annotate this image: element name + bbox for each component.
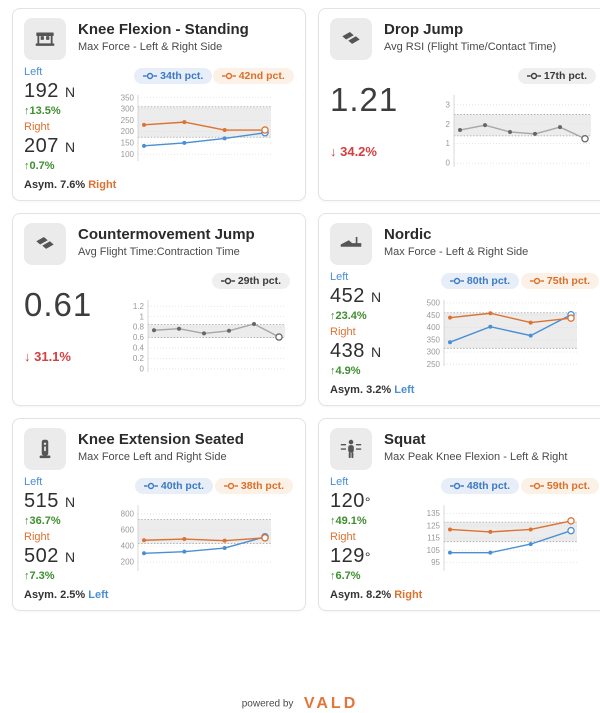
marker-line-icon [450, 277, 464, 285]
svg-text:350: 350 [120, 93, 134, 103]
marker-line-icon [527, 72, 541, 80]
left-percentile-badge: 34th pct. [134, 68, 212, 84]
percentile-badges [134, 476, 294, 496]
trend-chart [428, 90, 600, 172]
force-frame-icon [24, 18, 66, 60]
card-knee-extension-seated [12, 418, 306, 611]
card-title: Squat [384, 431, 426, 448]
metric-change: ↓ 31.1% [24, 349, 71, 364]
chart-area [112, 66, 294, 166]
card-title: Knee Extension Seated [78, 431, 244, 448]
svg-text:0: 0 [139, 364, 144, 374]
card-subtitle: Max Peak Knee Flexion - Left & Right [384, 451, 568, 463]
right-label: Right [24, 121, 50, 133]
left-unit: N [64, 84, 76, 100]
card-titles [384, 18, 556, 53]
vald-logo: VALD [303, 695, 359, 712]
svg-text:1: 1 [445, 139, 450, 149]
nordbord-icon [330, 223, 372, 265]
chart-area [428, 66, 600, 172]
card-titles [78, 223, 255, 258]
powered-by-text: powered by [241, 698, 294, 710]
percentile-badges [440, 271, 600, 291]
marker-line-icon [144, 482, 158, 490]
svg-text:500: 500 [426, 298, 440, 308]
metric-value: 1.21 [330, 81, 399, 118]
svg-text:800: 800 [120, 509, 134, 519]
svg-text:1: 1 [139, 312, 144, 322]
percentile-badge: 29th pct. [212, 273, 290, 289]
svg-text:400: 400 [120, 541, 134, 551]
left-label: Left [330, 476, 349, 488]
right-value: 438 N [330, 340, 382, 362]
svg-text:0.6: 0.6 [132, 333, 144, 343]
left-change: ↑23.4% [330, 310, 367, 322]
right-value: 207 N [24, 135, 76, 157]
humantrak-icon [330, 428, 372, 470]
svg-text:0.4: 0.4 [132, 343, 144, 353]
right-change: ↑6.7% [330, 570, 361, 582]
svg-text:200: 200 [120, 557, 134, 567]
svg-text:125: 125 [426, 521, 440, 531]
marker-line-icon [530, 277, 544, 285]
card-subtitle: Max Force Left and Right Side [78, 451, 227, 463]
metric-value: 0.61 [24, 286, 93, 323]
force-decks-icon [330, 18, 372, 60]
svg-text:0: 0 [445, 158, 450, 168]
card-titles [78, 18, 249, 53]
chart-area [122, 271, 294, 377]
trend-chart [112, 500, 280, 576]
asymmetry-side: Left [88, 589, 109, 601]
svg-text:450: 450 [426, 310, 440, 320]
right-change: ↑4.9% [330, 365, 361, 377]
right-label: Right [330, 326, 356, 338]
card-header [24, 18, 294, 60]
force-decks-icon [24, 223, 66, 265]
percentile-badges [440, 476, 600, 496]
left-percentile-badge: 80th pct. [441, 273, 519, 289]
card-drop-jump [318, 8, 600, 201]
svg-text:200: 200 [120, 127, 134, 137]
card-subtitle: Avg RSI (Flight Time/Contact Time) [384, 41, 557, 53]
metric-change: ↓ 34.2% [330, 144, 377, 159]
right-change: ↑7.3% [24, 570, 55, 582]
marker-line-icon [224, 482, 238, 490]
card-squat [318, 418, 600, 611]
chart-area [112, 476, 294, 576]
svg-text:135: 135 [426, 509, 440, 519]
card-nordic [318, 213, 600, 406]
svg-text:95: 95 [431, 558, 440, 568]
right-value: 129° [330, 545, 371, 567]
dynamometer-icon [24, 428, 66, 470]
stats-column [330, 271, 418, 396]
asymmetry-text: Asym. 2.5% Left [24, 589, 109, 601]
trend-chart [418, 500, 586, 576]
percentile-badge: 17th pct. [518, 68, 596, 84]
asymmetry-text: Asym. 8.2% Right [330, 589, 423, 601]
svg-text:2: 2 [445, 119, 450, 129]
right-unit: N [64, 139, 76, 155]
left-percentile-badge: 48th pct. [441, 478, 519, 494]
stats-column [330, 476, 423, 601]
left-label: Left [24, 66, 43, 78]
card-subtitle: Max Force - Left & Right Side [78, 41, 223, 53]
trend-chart [112, 90, 280, 166]
right-percentile-badge: 75th pct. [521, 273, 599, 289]
asymmetry-text: Asym. 3.2% Left [330, 384, 415, 396]
right-label: Right [24, 531, 50, 543]
stats-column [24, 476, 112, 601]
svg-text:105: 105 [426, 545, 440, 555]
left-percentile-badge: 40th pct. [135, 478, 213, 494]
card-titles [384, 223, 528, 258]
right-percentile-badge: 38th pct. [215, 478, 293, 494]
card-titles [384, 428, 567, 463]
right-change: ↑0.7% [24, 160, 55, 172]
svg-text:1.2: 1.2 [132, 301, 144, 311]
svg-text:250: 250 [426, 359, 440, 369]
percentile-badges [134, 66, 294, 86]
left-value: 452 N [330, 285, 382, 307]
left-label: Left [330, 271, 349, 283]
left-value: 120° [330, 490, 371, 512]
svg-text:350: 350 [426, 335, 440, 345]
svg-text:250: 250 [120, 115, 134, 125]
svg-text:300: 300 [426, 347, 440, 357]
asymmetry-text: Asym. 7.6% Right [24, 179, 117, 191]
left-change: ↑49.1% [330, 515, 367, 527]
card-title: Drop Jump [384, 21, 464, 38]
right-label: Right [330, 531, 356, 543]
stats-column [330, 66, 428, 159]
card-knee-flexion-standing [12, 8, 306, 201]
footer [0, 695, 600, 713]
svg-text:0.2: 0.2 [132, 354, 144, 364]
left-value: 515 N [24, 490, 76, 512]
dashboard-grid [12, 8, 591, 611]
right-percentile-badge: 59th pct. [521, 478, 599, 494]
marker-line-icon [221, 277, 235, 285]
chart-area [418, 476, 600, 576]
svg-text:100: 100 [120, 149, 134, 159]
percentile-badges [450, 66, 596, 86]
trend-chart [418, 295, 586, 371]
asymmetry-side: Left [394, 384, 415, 396]
card-title: Nordic [384, 226, 432, 243]
card-titles [78, 428, 244, 463]
card-title: Countermovement Jump [78, 226, 255, 243]
card-subtitle: Max Force - Left & Right Side [384, 246, 529, 258]
card-subtitle: Avg Flight Time:Contraction Time [78, 246, 240, 258]
asymmetry-side: Right [88, 179, 117, 191]
svg-text:0.8: 0.8 [132, 322, 144, 332]
marker-line-icon [530, 482, 544, 490]
stats-column [24, 66, 117, 191]
right-value: 502 N [24, 545, 76, 567]
left-change: ↑36.7% [24, 515, 61, 527]
trend-chart [122, 295, 294, 377]
svg-text:115: 115 [427, 533, 440, 543]
svg-text:400: 400 [426, 323, 440, 333]
marker-line-icon [143, 72, 157, 80]
svg-text:600: 600 [120, 525, 134, 535]
marker-line-icon [222, 72, 236, 80]
stats-column [24, 271, 122, 364]
left-value: 192 N [24, 80, 76, 102]
card-countermovement-jump [12, 213, 306, 406]
right-percentile-badge: 42nd pct. [213, 68, 294, 84]
left-label: Left [24, 476, 43, 488]
svg-text:3: 3 [445, 100, 450, 110]
chart-area [418, 271, 600, 371]
left-change: ↑13.5% [24, 105, 61, 117]
marker-line-icon [450, 482, 464, 490]
svg-text:150: 150 [120, 138, 134, 148]
percentile-badges [144, 271, 290, 291]
card-title: Knee Flexion - Standing [78, 21, 249, 38]
asymmetry-side: Right [394, 589, 423, 601]
svg-text:300: 300 [120, 104, 134, 114]
